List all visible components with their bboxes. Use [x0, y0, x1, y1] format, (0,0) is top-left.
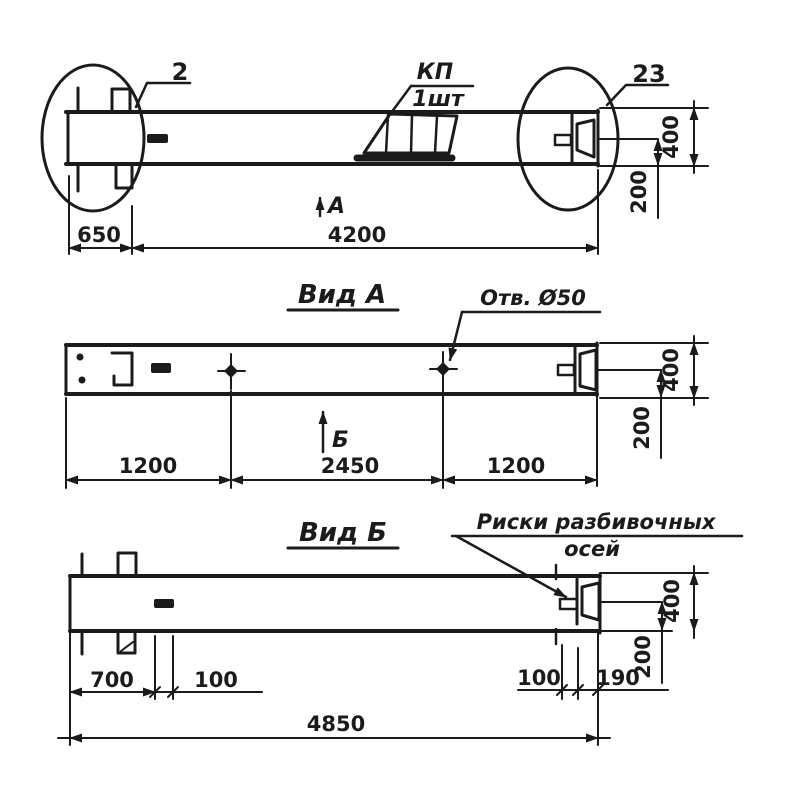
dim-1200-left-text: 1200 — [118, 454, 178, 478]
embed-mark-view-a — [151, 363, 171, 373]
hole-label — [450, 286, 600, 360]
top-view — [42, 58, 708, 254]
hole-label-text: Отв. Ø50 — [480, 286, 586, 310]
view-a — [66, 280, 708, 488]
axis-mark-tab-top-view — [555, 135, 571, 145]
dim-200-top-view — [598, 139, 658, 218]
callout-detail-2 — [136, 58, 190, 107]
beam-outline-view-b — [70, 574, 600, 633]
axis-mark-tab-view-a — [558, 365, 574, 375]
callout-detail-23 — [607, 60, 668, 105]
section-arrow-b-label: Б — [332, 428, 349, 453]
axis-label-line1: Риски разбивочных — [476, 510, 716, 534]
dim-400-view-b-text: 400 — [660, 579, 684, 623]
dim-4200-text: 4200 — [327, 223, 387, 247]
bracket-mark — [112, 353, 132, 385]
section-arrow-b — [323, 412, 349, 453]
flag-kp — [391, 60, 473, 113]
dim-650-text: 650 — [77, 223, 121, 247]
beam-end-notch-view-a — [558, 347, 596, 392]
dim-400-top-text: 400 — [659, 115, 683, 159]
strand-dot-2 — [79, 377, 86, 384]
dim-700-text: 700 — [90, 668, 134, 692]
strand-dot-1 — [77, 354, 84, 361]
beam-end-notch-view-b — [560, 579, 599, 624]
dim-200-view-a-text: 200 — [630, 406, 654, 450]
dim-2450-text: 2450 — [320, 454, 380, 478]
view-b-title: Вид Б — [299, 518, 387, 548]
anchor-tab-top — [112, 89, 130, 112]
section-arrow-a — [320, 194, 345, 219]
anchor-tab-bottom — [116, 164, 132, 188]
dim-4850 — [58, 712, 610, 738]
dim-190-text: 190 — [596, 666, 640, 690]
axis-mark-tab-view-b — [560, 599, 577, 609]
embedded-plate — [357, 114, 457, 158]
dim-400-view-a-text: 400 — [659, 348, 683, 392]
dim-1200-right-text: 1200 — [486, 454, 546, 478]
view-b — [58, 510, 742, 745]
flag-kp-name: КП — [416, 60, 454, 85]
callout-2-label: 2 — [171, 58, 189, 86]
dim-4850-text: 4850 — [306, 712, 366, 736]
tab-bottom-slash — [121, 642, 133, 651]
view-a-title: Вид А — [297, 280, 387, 310]
dim-200-view-b-text: 200 — [631, 635, 655, 679]
tab-top-view-b — [118, 553, 136, 576]
dim-200-view-a — [597, 370, 661, 458]
beam-outline-view-a — [66, 343, 597, 396]
hole-marker-1 — [218, 354, 245, 389]
section-arrow-a-label: А — [328, 194, 346, 219]
callout-23-label: 23 — [632, 60, 666, 88]
dim-row-left-view-b — [70, 631, 262, 745]
axis-label-line2: осей — [564, 537, 620, 561]
flag-kp-qty: 1шт — [412, 87, 464, 112]
dim-100-left-text: 100 — [194, 668, 238, 692]
embed-mark-left — [147, 134, 168, 143]
beam-end-notch-top-view — [555, 112, 594, 164]
embed-mark-view-b — [154, 599, 174, 608]
dim-200-top-text: 200 — [627, 170, 651, 214]
dim-100-right-text: 100 — [517, 666, 561, 690]
